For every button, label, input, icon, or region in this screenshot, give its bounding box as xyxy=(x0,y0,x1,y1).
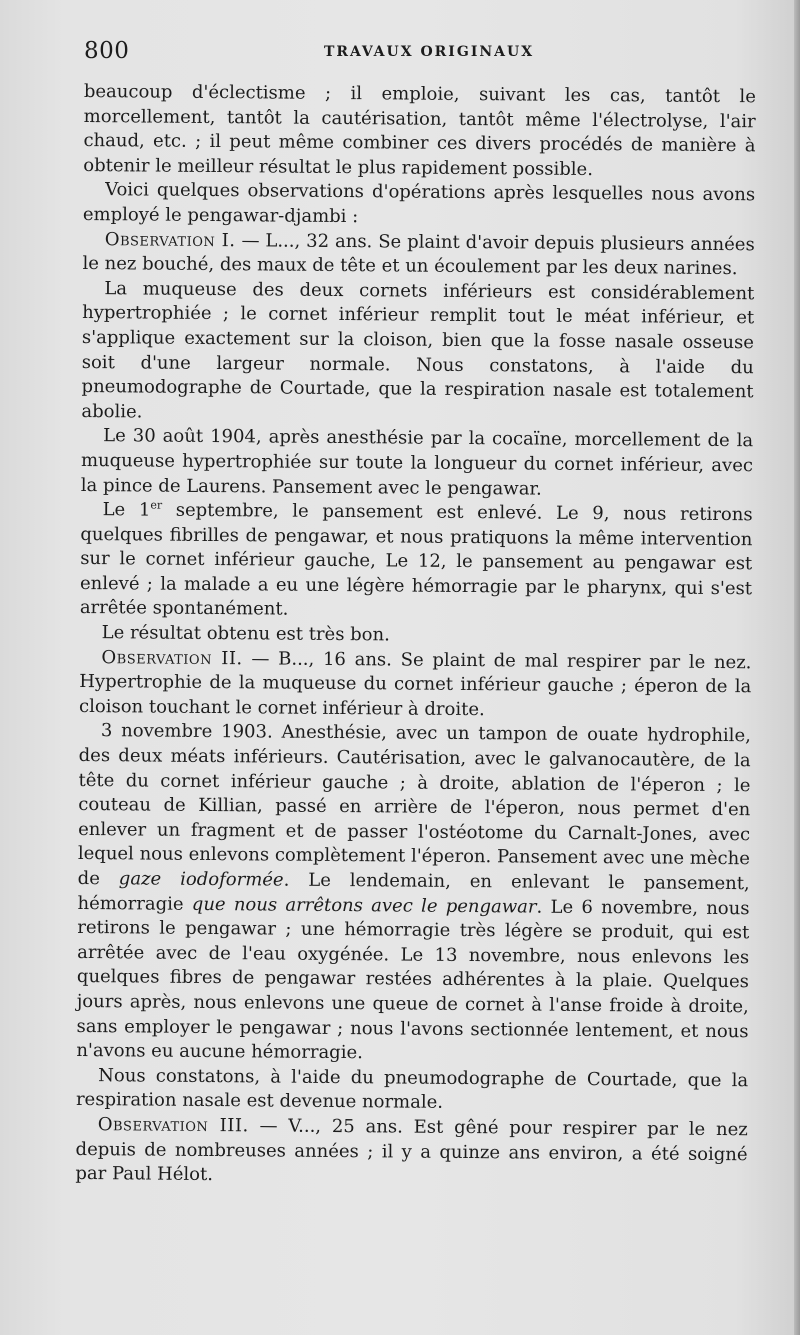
paragraph-observations-intro: Voici quelques observations d'opérations après lesquelles nous avons employé le pengawar-djambi : xyxy=(82,179,756,228)
observation-2-paragraph-1 xyxy=(76,719,751,1069)
body-text xyxy=(75,80,756,1192)
obs1-p3-post: septembre, le pansement est enlevé. Le 9, nous retirons quelques fibrilles de pengawar, et nous pratiquons la même intervention sur le cornet inférieur gauche, Le 12, le pansement au pengawar est enlevé ; la malade a eu une légère hémorragie par le pharynx, qui s'est arrêtée spontanément. xyxy=(79,499,753,621)
observation-1-paragraph-4: Le résultat obtenu est très bon. xyxy=(101,622,390,646)
observation-1-label: Observation I. xyxy=(104,228,236,251)
obs2-p1-b: . Le lendemain, en enlevant le pansement, hémorragie xyxy=(77,869,750,915)
observation-2-intro-text: — B..., 16 ans. Se plaint de mal respirer par le nez. Hypertrophie de la muqueuse du cornet inférieur gauche ; éperon de la cloison touchant le cornet inférieur à droite. xyxy=(78,647,752,721)
obs2-p1-c: . Le 6 novembre, nous retirons le pengawar ; une hémorragie très légère se produit, qui est arrêtée avec de l'eau oxygénée. Le 13 novembre, nous enlevons les quelques fibres de pengawar restées adhérentes à la plaie. Quelques jours après, nous enlevons une queue de cornet à l'anse froide à droite, sans employer le pengawar ; nous l'avons sectionnée lentement, et nous n'avons eu aucune hémorragie. xyxy=(76,896,750,1064)
page-number: 800 xyxy=(84,38,130,64)
obs2-p1-italic-1: gaze iodoformée xyxy=(118,868,284,891)
observation-2-label: Observation II. xyxy=(101,646,243,669)
page-edge-shadow xyxy=(794,0,800,1335)
obs2-p1-a: 3 novembre 1903. Anesthésie, avec un tampon de ouate hydrophile, des deux méats inférieurs. Cautérisation, avec le galvanocautère, de la tête du cornet inférieur gauche ; à droite, ablation de l'éperon ; le couteau de Killian, passé en arrière de l'éperon, nous permet d'en enlever un fragment et de passer l'ostéotome du Carnalt-Jones, avec lequel nous enlevons complètement l'éperon. Pansement avec une mèche de xyxy=(77,720,751,890)
page-header xyxy=(84,38,764,68)
observation-3-intro-text: — V..., 25 ans. Est gêné pour respirer par le nez depuis de nombreuses années ; il y a quinze ans environ, a été soigné par Paul Hélot. xyxy=(75,1115,748,1186)
observation-1-paragraph-1: La muqueuse des deux cornets inférieurs est considérablement hypertrophiée ; le cornet inférieur remplit tout le méat inférieur, et s'applique exactement sur la cloison, bien que la fosse nasale osseuse soit d'une largeur normale. Nous constatons, à l'aide du pneumodographe de Courtade, que la respiration nasale est totalement abolie. xyxy=(81,277,755,423)
observation-1-intro-text: — L..., 32 ans. Se plaint d'avoir depuis plusieurs années le nez bouché, des maux de tête et un écoulement par les deux narines. xyxy=(82,229,755,280)
observation-3-intro xyxy=(75,1113,748,1192)
observation-1-intro xyxy=(82,228,754,282)
observation-1-paragraph-2: Le 30 août 1904, après anesthésie par la cocaïne, morcellement de la muqueuse hypertrophiée sur toute la longueur du cornet inférieur, avec la pince de Laurens. Pansement avec le pengawar. xyxy=(80,425,754,500)
obs1-p3-pre: Le 1 xyxy=(102,499,151,521)
paragraph-eclecticism: beaucoup d'éclectisme ; il emploie, suivant les cas, tantôt le morcellement, tantôt la cautérisation, tantôt même l'électrolyse, l'air chaud, etc. ; il peut même combiner ces divers procédés de manière à obtenir le meilleur résultat le plus rapidement possible. xyxy=(83,80,756,180)
observation-2-intro xyxy=(79,646,752,725)
observation-2-paragraph-2: Nous constatons, à l'aide du pneumodographe de Courtade, que la respiration nasale est devenue normale. xyxy=(75,1064,749,1114)
running-head: TRAVAUX ORIGINAUX xyxy=(324,44,535,60)
obs1-p3-sup: er xyxy=(150,498,163,512)
observation-3-label: Observation III. xyxy=(97,1114,249,1137)
observation-1-paragraph-3 xyxy=(80,498,753,626)
obs2-p1-italic-2: que nous arrêtons avec le pengawar xyxy=(191,893,537,918)
